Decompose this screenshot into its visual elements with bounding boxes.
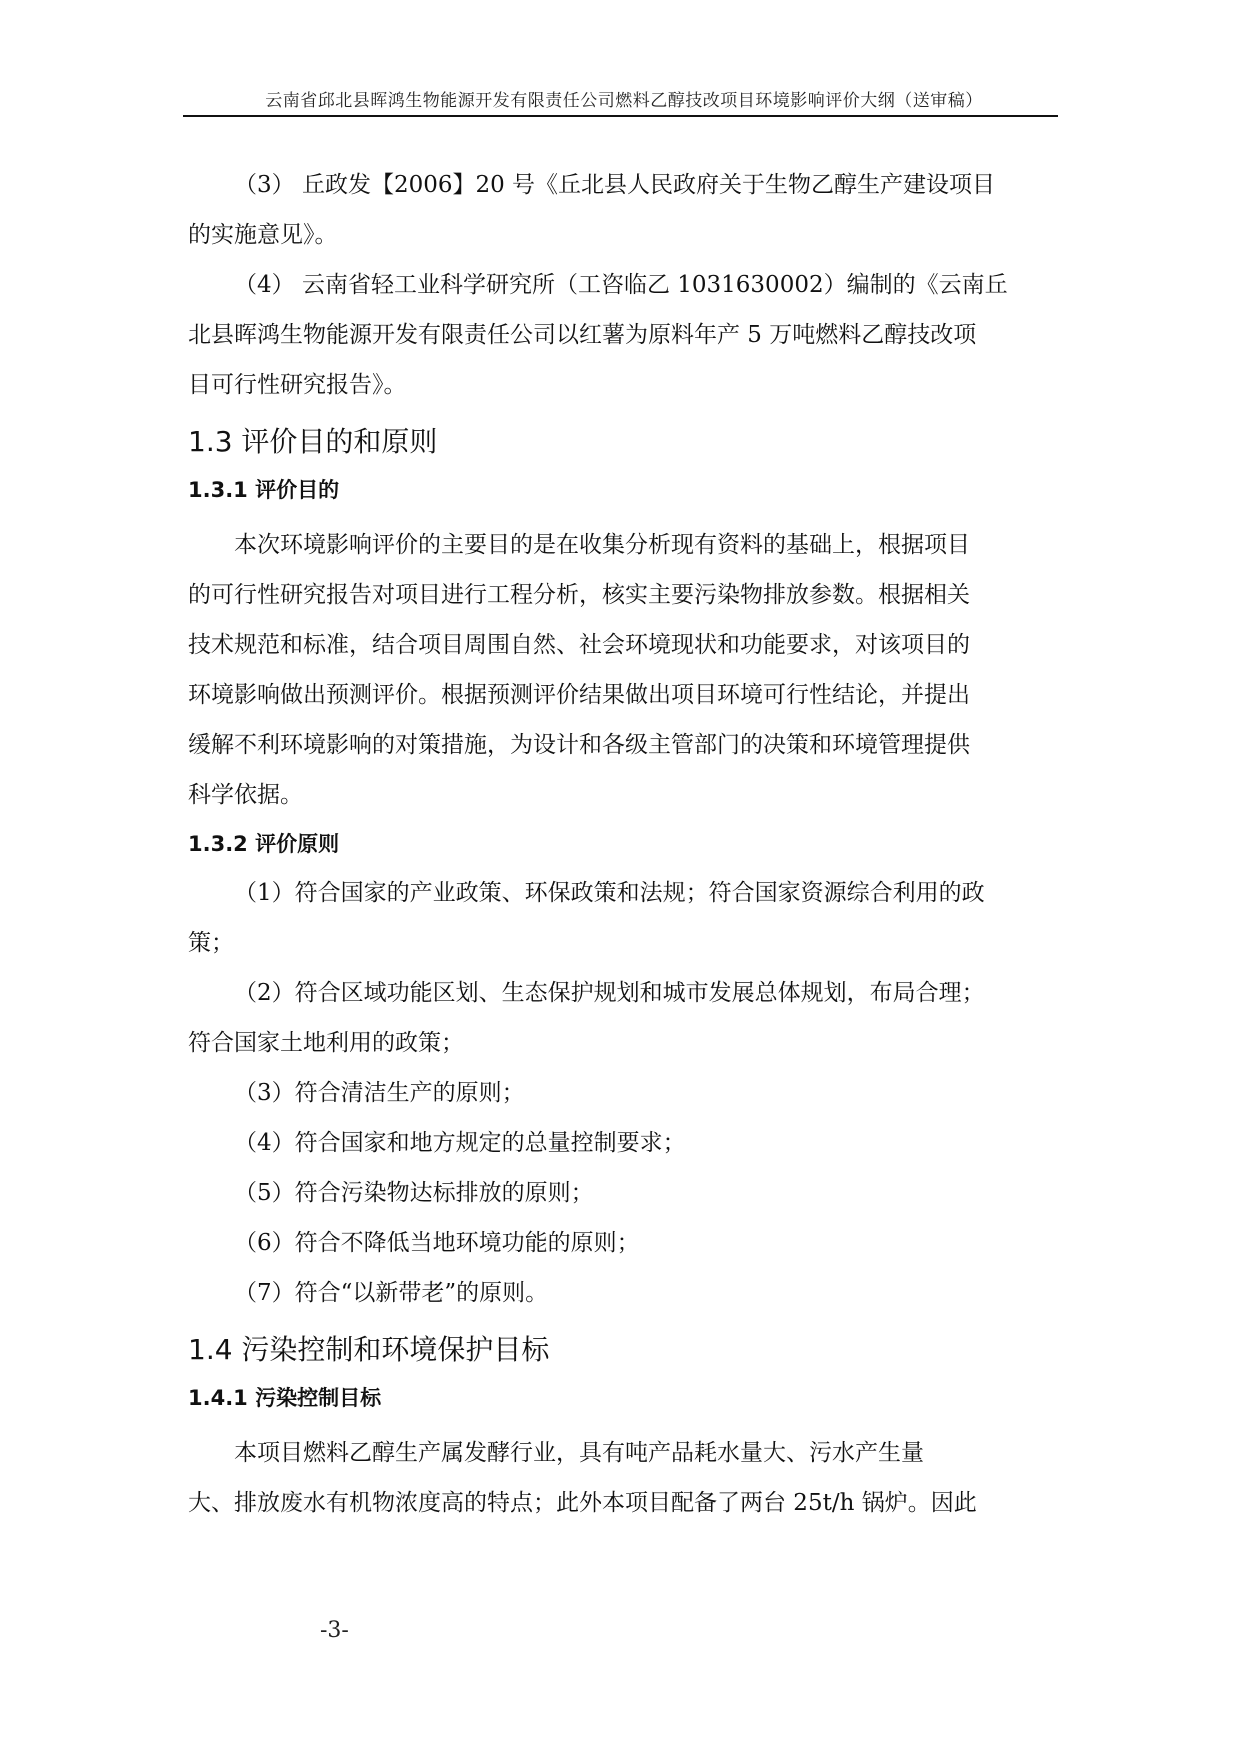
purpose-line: 技术规范和标准，结合项目周围自然、社会环境现状和功能要求，对该项目的: [188, 632, 970, 658]
reference-4-line-1: （4） 云南省轻工业科学研究所（工咨临乙 1031630002）编制的《云南丘: [234, 272, 1008, 298]
reference-3-line-1: （3） 丘政发【2006】20 号《丘北县人民政府关于生物乙醇生产建设项目: [234, 172, 996, 198]
subsection-heading-1-4-1: 1.4.1 污染控制目标: [188, 1386, 382, 1410]
purpose-line: 缓解不利环境影响的对策措施，为设计和各级主管部门的决策和环境管理提供: [188, 732, 970, 758]
principle-1-line-2: 策；: [188, 930, 234, 956]
purpose-line: 本次环境影响评价的主要目的是在收集分析现有资料的基础上，根据项目: [234, 532, 970, 558]
control-line-1: 本项目燃料乙醇生产属发酵行业，具有吨产品耗水量大、污水产生量: [234, 1440, 924, 1466]
principle-2-line-1: （2）符合区域功能区划、生态保护规划和城市发展总体规划，布局合理；: [234, 980, 985, 1006]
principle-6: （6）符合不降低当地环境功能的原则；: [234, 1230, 640, 1256]
subsection-heading-1-3-2: 1.3.2 评价原则: [188, 832, 340, 856]
page-content: [188, 160, 1048, 1528]
page-number: -3-: [320, 1618, 349, 1643]
principle-7: （7）符合“以新带老”的原则。: [234, 1280, 549, 1306]
purpose-line: 环境影响做出预测评价。根据预测评价结果做出项目环境可行性结论，并提出: [188, 682, 970, 708]
section-heading-1-3: 1.3 评价目的和原则: [188, 425, 438, 458]
principle-4: （4）符合国家和地方规定的总量控制要求；: [234, 1130, 686, 1156]
purpose-line: 科学依据。: [188, 782, 303, 808]
principle-5: （5）符合污染物达标排放的原则；: [234, 1180, 594, 1206]
section-heading-1-4: 1.4 污染控制和环境保护目标: [188, 1333, 550, 1366]
page-header: 云南省邱北县晖鸿生物能源开发有限责任公司燃料乙醇技改项目环境影响评价大纲（送审稿）: [265, 91, 983, 111]
reference-3-line-2: 的实施意见》。: [188, 222, 338, 248]
reference-4-line-2: 北县晖鸿生物能源开发有限责任公司以红薯为原料年产 5 万吨燃料乙醇技改项: [188, 322, 977, 348]
purpose-line: 的可行性研究报告对项目进行工程分析，核实主要污染物排放参数。根据相关: [188, 582, 970, 608]
subsection-heading-1-3-1: 1.3.1 评价目的: [188, 478, 340, 502]
principle-3: （3）符合清洁生产的原则；: [234, 1080, 525, 1106]
principle-2-line-2: 符合国家土地利用的政策；: [188, 1030, 464, 1056]
purpose-paragraph: [188, 520, 1048, 820]
header-divider: [183, 115, 1058, 117]
principle-1-line-1: （1）符合国家的产业政策、环保政策和法规；符合国家资源综合利用的政: [234, 880, 985, 906]
reference-4-line-3: 目可行性研究报告》。: [188, 372, 407, 398]
control-line-2: 大、排放废水有机物浓度高的特点；此外本项目配备了两台 25t/h 锅炉。因此: [188, 1490, 977, 1516]
